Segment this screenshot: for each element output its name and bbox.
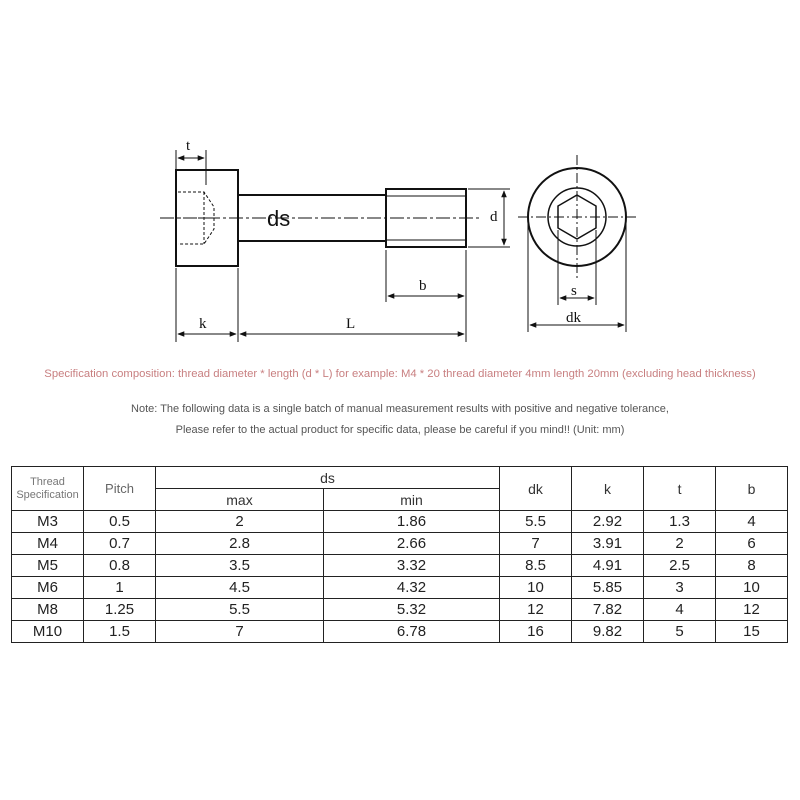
- cell-b: 12: [716, 599, 788, 621]
- cell-ds-min: 3.32: [324, 555, 500, 577]
- table-row: [12, 599, 788, 621]
- cell-k: 7.82: [572, 599, 644, 621]
- header-t: t: [644, 467, 716, 511]
- cell-dk: 12: [500, 599, 572, 621]
- cell-b: 15: [716, 621, 788, 643]
- header-b: b: [716, 467, 788, 511]
- cell-t: 5: [644, 621, 716, 643]
- cell-dk: 8.5: [500, 555, 572, 577]
- header-max: max: [156, 489, 324, 511]
- table-row: [12, 511, 788, 533]
- cell-ds-max: 3.5: [156, 555, 324, 577]
- cell-k: 3.91: [572, 533, 644, 555]
- specification-note: Specification composition: thread diameter * length (d * L) for example: M4 * 20 thread diameter 4mm length 20mm (excluding head thickness): [44, 368, 756, 380]
- cell-dk: 16: [500, 621, 572, 643]
- cell-ds-max: 5.5: [156, 599, 324, 621]
- cell-ds-max: 4.5: [156, 577, 324, 599]
- cell-b: 6: [716, 533, 788, 555]
- cell-k: 5.85: [572, 577, 644, 599]
- cell-pitch: 1: [84, 577, 156, 599]
- cell-ds-min: 1.86: [324, 511, 500, 533]
- screw-top-view: [518, 155, 636, 280]
- table-row: [12, 621, 788, 643]
- table-row: [12, 533, 788, 555]
- cell-spec: M10: [12, 621, 84, 643]
- label-L: L: [346, 316, 356, 332]
- cell-ds-min: 4.32: [324, 577, 500, 599]
- screw-technical-drawing: [0, 0, 800, 360]
- label-dk: dk: [566, 310, 581, 326]
- header-k: k: [572, 467, 644, 511]
- cell-pitch: 0.7: [84, 533, 156, 555]
- cell-t: 2.5: [644, 555, 716, 577]
- cell-spec: M4: [12, 533, 84, 555]
- cell-ds-max: 2: [156, 511, 324, 533]
- cell-t: 3: [644, 577, 716, 599]
- cell-dk: 5.5: [500, 511, 572, 533]
- label-b: b: [419, 278, 427, 294]
- cell-spec: M3: [12, 511, 84, 533]
- cell-spec: M6: [12, 577, 84, 599]
- header-thread-specification: [12, 467, 84, 511]
- header-thread-line1: Thread: [30, 475, 65, 488]
- cell-k: 9.82: [572, 621, 644, 643]
- header-dk: dk: [500, 467, 572, 511]
- cell-spec: M8: [12, 599, 84, 621]
- cell-b: 4: [716, 511, 788, 533]
- cell-pitch: 1.25: [84, 599, 156, 621]
- screw-side-view: [160, 170, 482, 266]
- header-min: min: [324, 489, 500, 511]
- cell-ds-min: 2.66: [324, 533, 500, 555]
- label-t: t: [186, 138, 191, 154]
- cell-dk: 7: [500, 533, 572, 555]
- header-pitch: Pitch: [84, 467, 156, 511]
- cell-ds-min: 6.78: [324, 621, 500, 643]
- cell-pitch: 0.5: [84, 511, 156, 533]
- label-s: s: [571, 283, 577, 299]
- table-row: [12, 555, 788, 577]
- measurement-note-line-2: Please refer to the actual product for specific data, please be careful if you mind!! (Unit: mm): [175, 424, 625, 436]
- cell-b: 10: [716, 577, 788, 599]
- cell-k: 4.91: [572, 555, 644, 577]
- cell-ds-max: 7: [156, 621, 324, 643]
- cell-pitch: 1.5: [84, 621, 156, 643]
- dimension-b: [386, 250, 466, 302]
- cell-t: 2: [644, 533, 716, 555]
- cell-ds-max: 2.8: [156, 533, 324, 555]
- label-d: d: [490, 209, 498, 225]
- specification-table: [11, 466, 788, 643]
- cell-ds-min: 5.32: [324, 599, 500, 621]
- header-thread-line2: Specification: [16, 488, 79, 501]
- cell-t: 1.3: [644, 511, 716, 533]
- cell-dk: 10: [500, 577, 572, 599]
- dimension-d: [468, 189, 510, 247]
- cell-b: 8: [716, 555, 788, 577]
- cell-t: 4: [644, 599, 716, 621]
- cell-pitch: 0.8: [84, 555, 156, 577]
- table-row: [12, 577, 788, 599]
- header-ds: ds: [156, 467, 500, 489]
- label-ds: ds: [267, 206, 291, 231]
- cell-k: 2.92: [572, 511, 644, 533]
- label-k: k: [199, 316, 207, 332]
- measurement-note-line-1: Note: The following data is a single batch of manual measurement results with positive and negative tolerance,: [131, 403, 669, 415]
- cell-spec: M5: [12, 555, 84, 577]
